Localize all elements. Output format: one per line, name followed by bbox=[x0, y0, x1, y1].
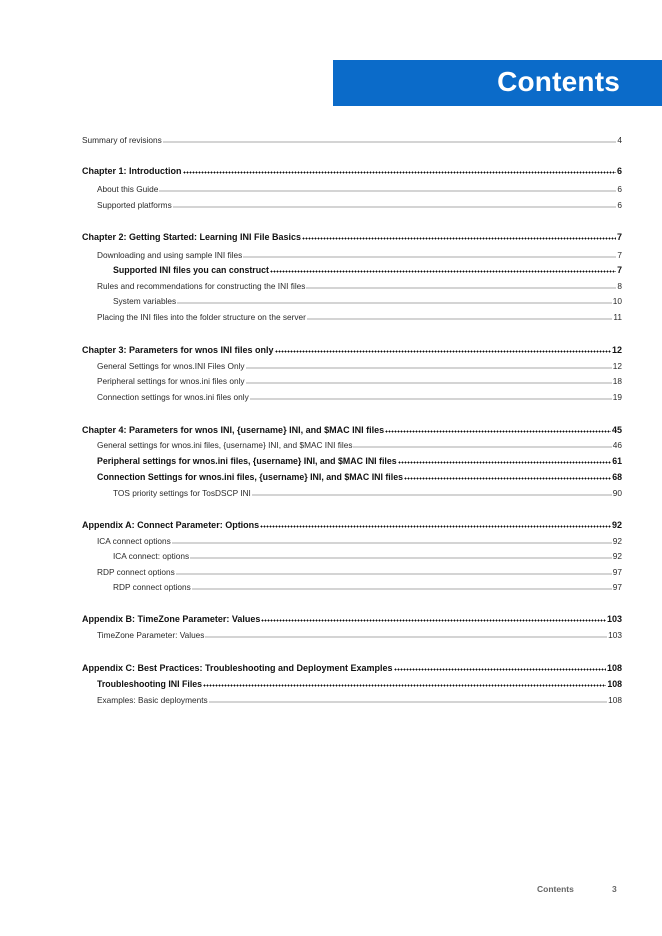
toc-dot-leader bbox=[250, 392, 612, 400]
toc-dot-leader bbox=[246, 361, 612, 369]
toc-entry-title: Troubleshooting INI Files bbox=[97, 679, 203, 689]
toc-dot-leader bbox=[183, 166, 616, 174]
toc-entry[interactable] bbox=[82, 423, 622, 437]
toc-entry-page: 97 bbox=[612, 582, 622, 592]
toc-dot-leader bbox=[243, 250, 616, 258]
toc-dot-leader bbox=[307, 312, 612, 320]
toc-entry[interactable] bbox=[97, 677, 622, 691]
toc-entry-title: Chapter 1: Introduction bbox=[82, 166, 182, 176]
toc-entry[interactable] bbox=[113, 263, 622, 277]
toc-entry-page: 108 bbox=[607, 679, 622, 689]
toc-entry-title: Supported platforms bbox=[97, 200, 172, 210]
page-title: Contents bbox=[497, 66, 620, 97]
toc-entry-page: 92 bbox=[612, 536, 622, 546]
toc-dot-leader bbox=[260, 520, 611, 528]
toc-dot-leader bbox=[190, 551, 612, 559]
toc-entry-title: Placing the INI files into the folder structure on the server bbox=[97, 312, 306, 322]
toc-entry-page: 6 bbox=[617, 200, 622, 210]
toc-entry[interactable] bbox=[97, 454, 622, 468]
toc-entry[interactable] bbox=[97, 565, 622, 579]
toc-entry-page: 61 bbox=[612, 456, 622, 466]
toc-dot-leader bbox=[302, 232, 616, 240]
toc-entry-page: 45 bbox=[611, 425, 622, 435]
toc-entry-title: Peripheral settings for wnos.ini files only bbox=[97, 376, 245, 386]
toc-entry[interactable] bbox=[97, 182, 622, 196]
toc-entry-page: 68 bbox=[612, 472, 622, 482]
toc-entry[interactable] bbox=[113, 580, 622, 594]
toc-dot-leader bbox=[270, 265, 616, 273]
toc-entry-page: 18 bbox=[612, 376, 622, 386]
toc-entry[interactable] bbox=[97, 534, 622, 548]
toc-dot-leader bbox=[394, 663, 606, 671]
toc-entry-page: 6 bbox=[617, 184, 622, 194]
toc-entry-page: 7 bbox=[617, 265, 622, 275]
toc-entry-title: Appendix A: Connect Parameter: Options bbox=[82, 520, 260, 530]
toc-entry-title: Examples: Basic deployments bbox=[97, 695, 208, 705]
toc-dot-leader bbox=[163, 135, 617, 143]
toc-dot-leader bbox=[261, 614, 606, 622]
toc-entry-page: 8 bbox=[617, 281, 622, 291]
toc-entry-page: 7 bbox=[617, 250, 622, 260]
toc-entry-page: 12 bbox=[611, 345, 622, 355]
toc-entry[interactable] bbox=[97, 359, 622, 373]
toc-entry-title: ICA connect options bbox=[97, 536, 171, 546]
toc-entry-title: ICA connect: options bbox=[113, 551, 190, 561]
toc-entry-title: About this Guide bbox=[97, 184, 159, 194]
toc-entry-title: System variables bbox=[113, 296, 177, 306]
toc-entry-page: 46 bbox=[612, 440, 622, 450]
toc-entry[interactable] bbox=[97, 470, 622, 484]
toc-entry-title: Connection settings for wnos.ini files only bbox=[97, 392, 249, 402]
toc-dot-leader bbox=[205, 630, 607, 638]
toc-entry-title: General Settings for wnos.INI Files Only bbox=[97, 361, 245, 371]
toc-entry-title: General settings for wnos.ini files, {username} INI, and $MAC INI files bbox=[97, 440, 353, 450]
toc-dot-leader bbox=[173, 200, 617, 208]
toc-entry-page: 103 bbox=[608, 630, 622, 640]
toc-entry[interactable] bbox=[82, 518, 622, 532]
toc-entry-page: 108 bbox=[608, 695, 622, 705]
toc-dot-leader bbox=[172, 536, 612, 544]
toc-entry[interactable] bbox=[97, 279, 622, 293]
toc-dot-leader bbox=[404, 472, 611, 480]
toc-entry-page: 108 bbox=[606, 663, 622, 673]
toc-entry-title: Appendix C: Best Practices: Troubleshooting and Deployment Examples bbox=[82, 663, 393, 673]
toc-entry-title: Summary of revisions bbox=[82, 135, 162, 145]
toc-entry[interactable] bbox=[113, 549, 622, 563]
toc-dot-leader bbox=[306, 281, 616, 289]
toc-entry[interactable] bbox=[97, 390, 622, 404]
toc-entry-title: Rules and recommendations for constructing the INI files bbox=[97, 281, 306, 291]
toc-entry[interactable] bbox=[82, 164, 622, 178]
toc-entry[interactable] bbox=[82, 343, 622, 357]
toc-dot-leader bbox=[252, 488, 612, 496]
toc-entry-title: Chapter 3: Parameters for wnos INI files only bbox=[82, 345, 274, 355]
toc-entry[interactable] bbox=[97, 310, 622, 324]
toc-entry-title: Chapter 2: Getting Started: Learning INI File Basics bbox=[82, 232, 302, 242]
toc-entry[interactable] bbox=[82, 133, 622, 147]
toc-entry-page: 6 bbox=[616, 166, 622, 176]
toc-entry[interactable] bbox=[113, 486, 622, 500]
toc-dot-leader bbox=[275, 345, 611, 353]
toc-entry[interactable] bbox=[113, 294, 622, 308]
toc-entry-title: Downloading and using sample INI files bbox=[97, 250, 243, 260]
toc-dot-leader bbox=[203, 679, 606, 687]
toc-dot-leader bbox=[209, 695, 607, 703]
toc-entry-page: 7 bbox=[616, 232, 622, 242]
toc-entry-page: 92 bbox=[612, 551, 622, 561]
toc-entry[interactable] bbox=[97, 248, 622, 262]
toc-dot-leader bbox=[246, 376, 612, 384]
toc-dot-leader bbox=[177, 296, 612, 304]
toc-dot-leader bbox=[398, 456, 612, 464]
toc-entry-title: Chapter 4: Parameters for wnos INI, {username} INI, and $MAC INI files bbox=[82, 425, 385, 435]
toc-entry-page: 103 bbox=[606, 614, 622, 624]
toc-entry[interactable] bbox=[97, 198, 622, 212]
toc-entry-title: TOS priority settings for TosDSCP INI bbox=[113, 488, 251, 498]
toc-entry-page: 92 bbox=[611, 520, 622, 530]
toc-entry[interactable] bbox=[82, 230, 622, 244]
toc-dot-leader bbox=[176, 567, 612, 575]
toc-entry-title: RDP connect options bbox=[97, 567, 175, 577]
toc-entry-title: RDP connect options bbox=[113, 582, 191, 592]
toc-entry-title: TimeZone Parameter: Values bbox=[97, 630, 205, 640]
toc-entry-title: Connection Settings for wnos.ini files, {username} INI, and $MAC INI files bbox=[97, 472, 403, 482]
toc-entry-page: 97 bbox=[612, 567, 622, 577]
toc-entry-title: Peripheral settings for wnos.ini files, {username} INI, and $MAC INI files bbox=[97, 456, 397, 466]
toc-dot-leader bbox=[159, 184, 616, 192]
toc-entry-page: 12 bbox=[612, 361, 622, 371]
toc-dot-leader bbox=[192, 582, 612, 590]
footer-page-number: 3 bbox=[612, 884, 617, 894]
toc-entry[interactable] bbox=[97, 374, 622, 388]
footer-section-label: Contents bbox=[537, 884, 574, 894]
toc-entry[interactable] bbox=[82, 612, 622, 626]
toc-entry-page: 90 bbox=[612, 488, 622, 498]
toc-entry-page: 11 bbox=[613, 312, 622, 322]
toc-entry[interactable] bbox=[82, 661, 622, 675]
toc-entry[interactable] bbox=[97, 438, 622, 452]
toc-entry-page: 10 bbox=[612, 296, 622, 306]
toc-dot-leader bbox=[353, 440, 611, 448]
toc-entry-page: 19 bbox=[612, 392, 622, 402]
toc-entry[interactable] bbox=[97, 693, 622, 707]
toc-entry-title: Supported INI files you can construct bbox=[113, 265, 269, 275]
toc-entry-page: 4 bbox=[617, 135, 622, 145]
toc-dot-leader bbox=[385, 425, 611, 433]
toc-entry[interactable] bbox=[97, 628, 622, 642]
toc-entry-title: Appendix B: TimeZone Parameter: Values bbox=[82, 614, 261, 624]
